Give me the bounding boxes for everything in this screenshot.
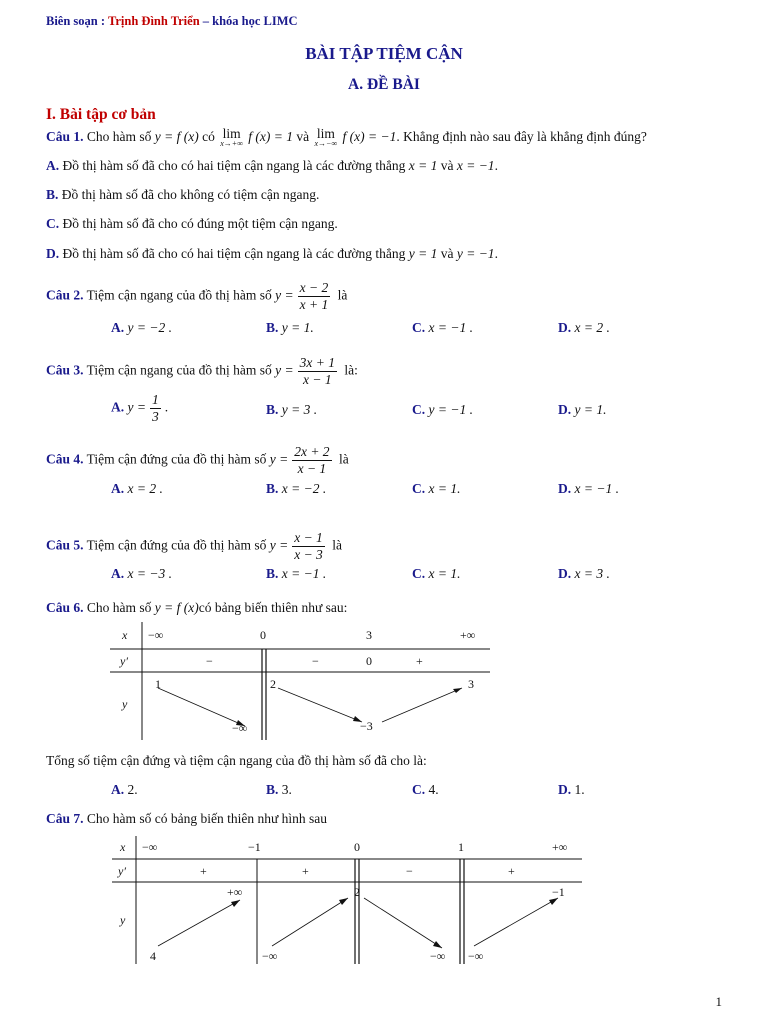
q3-opt-b: B. y = 3 . [266,402,318,417]
q4-label: Câu 4. [46,451,84,467]
q1-b-text: Đồ thị hàm số đã cho không có tiệm cận ngang. [61,187,320,202]
q1-option-a [46,158,498,174]
q2-end: là [337,287,348,303]
q7-x-val: +∞ [552,840,568,854]
q7-sign: + [302,864,309,878]
q1-d-label: D. [46,246,60,261]
q1-a-and: và [440,158,454,173]
q6-y-val: 3 [468,677,474,691]
q2-stem [46,280,347,313]
q4-lhs: y = [269,451,289,467]
q1-a-end: . [494,158,498,173]
q6-sign: − [312,654,319,668]
course-name: khóa học LIMC [212,14,298,28]
q5-opt-a: A. x = −3 . [111,566,172,581]
q1-c-label: C. [46,216,60,231]
q2-fraction [298,280,331,313]
q6-y-val: −3 [360,719,373,733]
q7-x-head: x [120,840,126,854]
page-number: 1 [715,994,722,1009]
q6-text2: có bảng biến thiên như sau: [198,600,348,615]
q6-x-val: +∞ [460,628,476,642]
q7-variation-table [112,836,584,966]
q5-den: x − 3 [294,547,323,562]
q7-y-val: 4 [150,949,156,963]
q5-opt-c: C. x = 1. [412,566,461,581]
q1-stem [46,128,647,148]
q6-opt-c: C. 4. [412,782,439,797]
q1-label: Câu 1. [46,129,84,145]
q6-label: Câu 6. [46,600,84,615]
q4-opt-c: C. x = 1. [412,481,461,496]
q1-text2: có [202,129,215,145]
q7-x-val: −1 [248,840,261,854]
q1-d-end: . [494,246,498,261]
q6-y-val: 1 [155,677,161,691]
q7-sign: + [200,864,207,878]
q6-x-val: 0 [260,628,266,642]
q2-opt-d: D. x = 2 . [558,320,610,335]
q6-text1: Cho hàm số [86,600,152,615]
q3-label: Câu 3. [46,362,84,378]
q4-text: Tiệm cận đứng của đồ thị hàm số [86,451,267,467]
q5-stem [46,530,342,563]
q7-sign: − [406,864,413,878]
section-heading: I. Bài tập cơ bản [46,106,156,123]
q7-y-val: +∞ [227,885,243,899]
header-separator: – [202,14,210,28]
q7-yp-head: y′ [118,864,126,878]
q1-lim1-expr: f (x) = 1 [248,129,293,145]
q1-a-label: A. [46,158,60,173]
q3-text: Tiệm cận ngang của đồ thị hàm số [86,362,272,378]
q7-x-val: 0 [354,840,360,854]
page-title: BÀI TẬP TIỆM CẬN [305,44,463,63]
q6-x-val: −∞ [148,628,164,642]
page-header [46,14,298,29]
q6-y-head: y [122,697,128,711]
q5-opt-b: B. x = −1 . [266,566,327,581]
q1-lim2-word: lim [316,126,335,141]
q7-text: Cho hàm số có bảng biến thiên như hình sau [86,811,328,826]
q1-and: và [296,129,310,145]
page-subtitle: A. ĐỀ BÀI [348,76,420,93]
q5-num: x − 1 [294,530,323,545]
q7-y-head: y [120,913,126,927]
q5-label: Câu 5. [46,537,84,553]
q1-text1: Cho hàm số [86,129,152,145]
q7-sign: + [508,864,515,878]
q2-text: Tiệm cận ngang của đồ thị hàm số [86,287,272,303]
q6-sign: − [206,654,213,668]
q1-lim1-word: lim [222,126,241,141]
q2-opt-a: A. y = −2 . [111,320,172,335]
q1-d-text: Đồ thị hàm số đã cho có hai tiệm cận ngang là các đường thẳng [62,246,406,261]
q3-end: là: [344,362,358,378]
q1-option-b [46,187,319,203]
q4-num: 2x + 2 [294,444,330,459]
q1-b-label: B. [46,187,59,202]
q3-den: x − 1 [303,372,332,387]
q6-sign: 0 [366,654,372,668]
q6-yp-head: y′ [120,654,128,668]
q7-x-val: 1 [458,840,464,854]
q1-d-m1: y = 1 [408,246,438,261]
q2-opt-b: B. y = 1. [266,320,314,335]
q6-question: Tổng số tiệm cận đứng và tiệm cận ngang của đồ thị hàm số đã cho là: [46,753,427,768]
q1-d-m2: y = −1 [456,246,495,261]
q1-d-and: và [440,246,454,261]
q1-option-d [46,246,498,262]
q2-label: Câu 2. [46,287,84,303]
q1-c-text: Đồ thị hàm số đã cho có đúng một tiệm cận ngang. [62,216,338,231]
q3-lhs: y = [275,362,294,378]
q1-lim1 [220,128,243,148]
q6-opt-b: B. 3. [266,782,292,797]
q7-y-val: −∞ [262,949,278,963]
q6-x-val: 3 [366,628,372,642]
q7-x-val: −∞ [142,840,158,854]
q7-stem [46,811,327,827]
q3-stem [46,355,358,388]
q4-opt-d: D. x = −1 . [558,481,619,496]
q6-opt-d: D. 1. [558,782,585,797]
q6-stem [46,600,347,616]
q2-num: x − 2 [299,280,329,295]
q4-den: x − 1 [297,461,327,476]
q7-y-val: −∞ [468,949,484,963]
q5-fraction [292,530,325,563]
q5-opt-d: D. x = 3 . [558,566,610,581]
q3-opt-c: C. y = −1 . [412,402,473,417]
q5-lhs: y = [269,537,289,553]
q4-fraction [292,444,331,477]
q6-y-val: −∞ [232,721,248,735]
q4-opt-a: A. x = 2 . [111,481,163,496]
q1-lim2-sub: x→−∞ [314,139,338,148]
q2-den: x + 1 [299,297,329,312]
q6-sign: + [416,654,423,668]
q7-y-val: 2 [354,885,360,899]
q6-y-val: 2 [270,677,276,691]
q6-x-head: x [122,628,128,642]
q5-text: Tiệm cận đứng của đồ thị hàm số [86,537,267,553]
q7-y-val: −∞ [430,949,446,963]
q1-func: y = f (x) [154,129,199,145]
q1-text3: . Khẳng định nào sau đây là khẳng định đúng? [396,129,647,145]
q4-stem [46,444,349,477]
q7-label: Câu 7. [46,811,84,826]
q3-opt-d: D. y = 1. [558,402,607,417]
q1-a-text: Đồ thị hàm số đã cho có hai tiệm cận ngang là các đường thẳng [62,158,406,173]
q3-num: 3x + 1 [299,355,335,370]
q6-func: y = f (x) [154,600,199,615]
q4-end: là [338,451,349,467]
q3-fraction [298,355,337,388]
q2-opt-c: C. x = −1 . [412,320,473,335]
q1-lim1-sub: x→+∞ [220,139,243,148]
q6-opt-a: A. 2. [111,782,138,797]
q7-y-val: −1 [552,885,565,899]
q1-a-m2: x = −1 [456,158,495,173]
author-label: Biên soạn : [46,14,106,28]
q5-end: là [332,537,342,553]
q1-option-c [46,216,338,232]
q1-a-m1: x = 1 [408,158,438,173]
q1-lim2 [315,128,338,148]
q1-lim2-expr: f (x) = −1 [342,129,397,145]
q4-opt-b: B. x = −2 . [266,481,327,496]
author-name: Trịnh Đình Triển [107,14,200,28]
q2-lhs: y = [275,287,294,303]
q6-variation-table [110,622,500,742]
q3-opt-a: A. y = $\frac{1}{3}$ . [111,392,169,424]
